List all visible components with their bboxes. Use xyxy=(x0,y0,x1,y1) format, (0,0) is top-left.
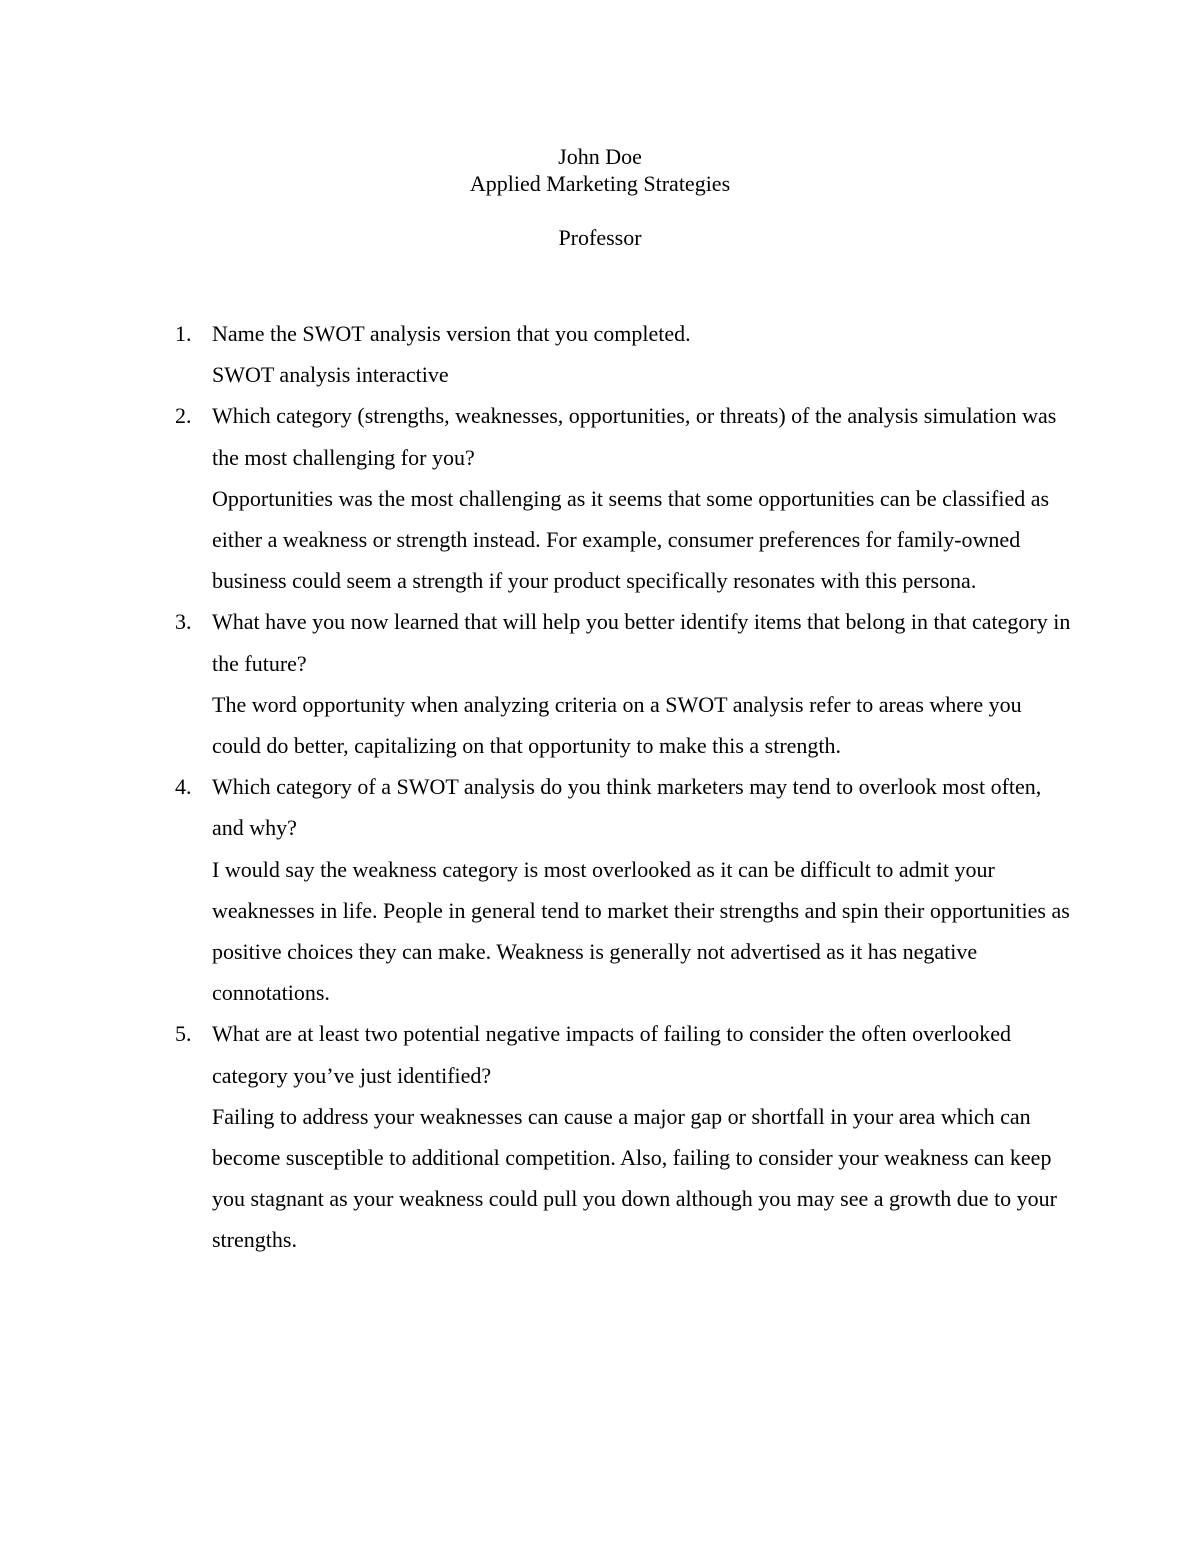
item-number: 5. xyxy=(175,1021,192,1047)
item-number: 1. xyxy=(175,321,192,346)
question-text: What are at least two potential negative impacts of failing to consider the often overlooked category you’ve just identified? xyxy=(212,1021,1012,1088)
author-name: John Doe xyxy=(558,144,642,169)
question-text: Which category of a SWOT analysis do you think marketers may tend to overlook most often, and why? xyxy=(212,774,1042,841)
question-text: What have you now learned that will help you better identify items that belong in that category in the future? xyxy=(212,609,1071,676)
list-item xyxy=(0,601,1072,766)
item-number: 3. xyxy=(175,609,192,635)
answer-text: The word opportunity when analyzing criteria on a SWOT analysis refer to areas where you could do better, capitalizing on that opportunity to make this a strength. xyxy=(212,691,1022,759)
question-text: Name the SWOT analysis version that you completed. xyxy=(212,321,691,346)
list-item xyxy=(0,1013,1072,1260)
professor-label: Professor xyxy=(558,225,642,250)
list-item xyxy=(0,766,1072,1013)
question-text: Which category (strengths, weaknesses, opportunities, or threats) of the analysis simulation was the most challenging for you? xyxy=(212,403,1057,470)
answer-text: I would say the weakness category is most overlooked as it can be difficult to admit your weaknesses in life. People in general tend to market their strengths and spin their opportunities as positive choices they can make. Weakness is generally not advertised as it has negative connotations. xyxy=(212,856,1070,1006)
item-number: 2. xyxy=(175,403,192,429)
list-item xyxy=(0,395,1072,601)
list-item xyxy=(0,313,1072,395)
item-number: 4. xyxy=(175,774,192,800)
answer-text: SWOT analysis interactive xyxy=(212,362,449,388)
course-title: Applied Marketing Strategies xyxy=(469,171,731,196)
question-list xyxy=(0,313,1200,1261)
answer-text: Failing to address your weaknesses can cause a major gap or shortfall in your area which can become susceptible to additional competition. Also, failing to consider your weakness can keep you stagnant as your weakness could pull you down although you may see a growth due to your strengths. xyxy=(212,1103,1058,1253)
answer-text: Opportunities was the most challenging as it seems that some opportunities can be classified as either a weakness or strength instead. For example, consumer preferences for family-owned business could seem a strength if your product specifically resonates with this persona. xyxy=(212,485,1050,594)
